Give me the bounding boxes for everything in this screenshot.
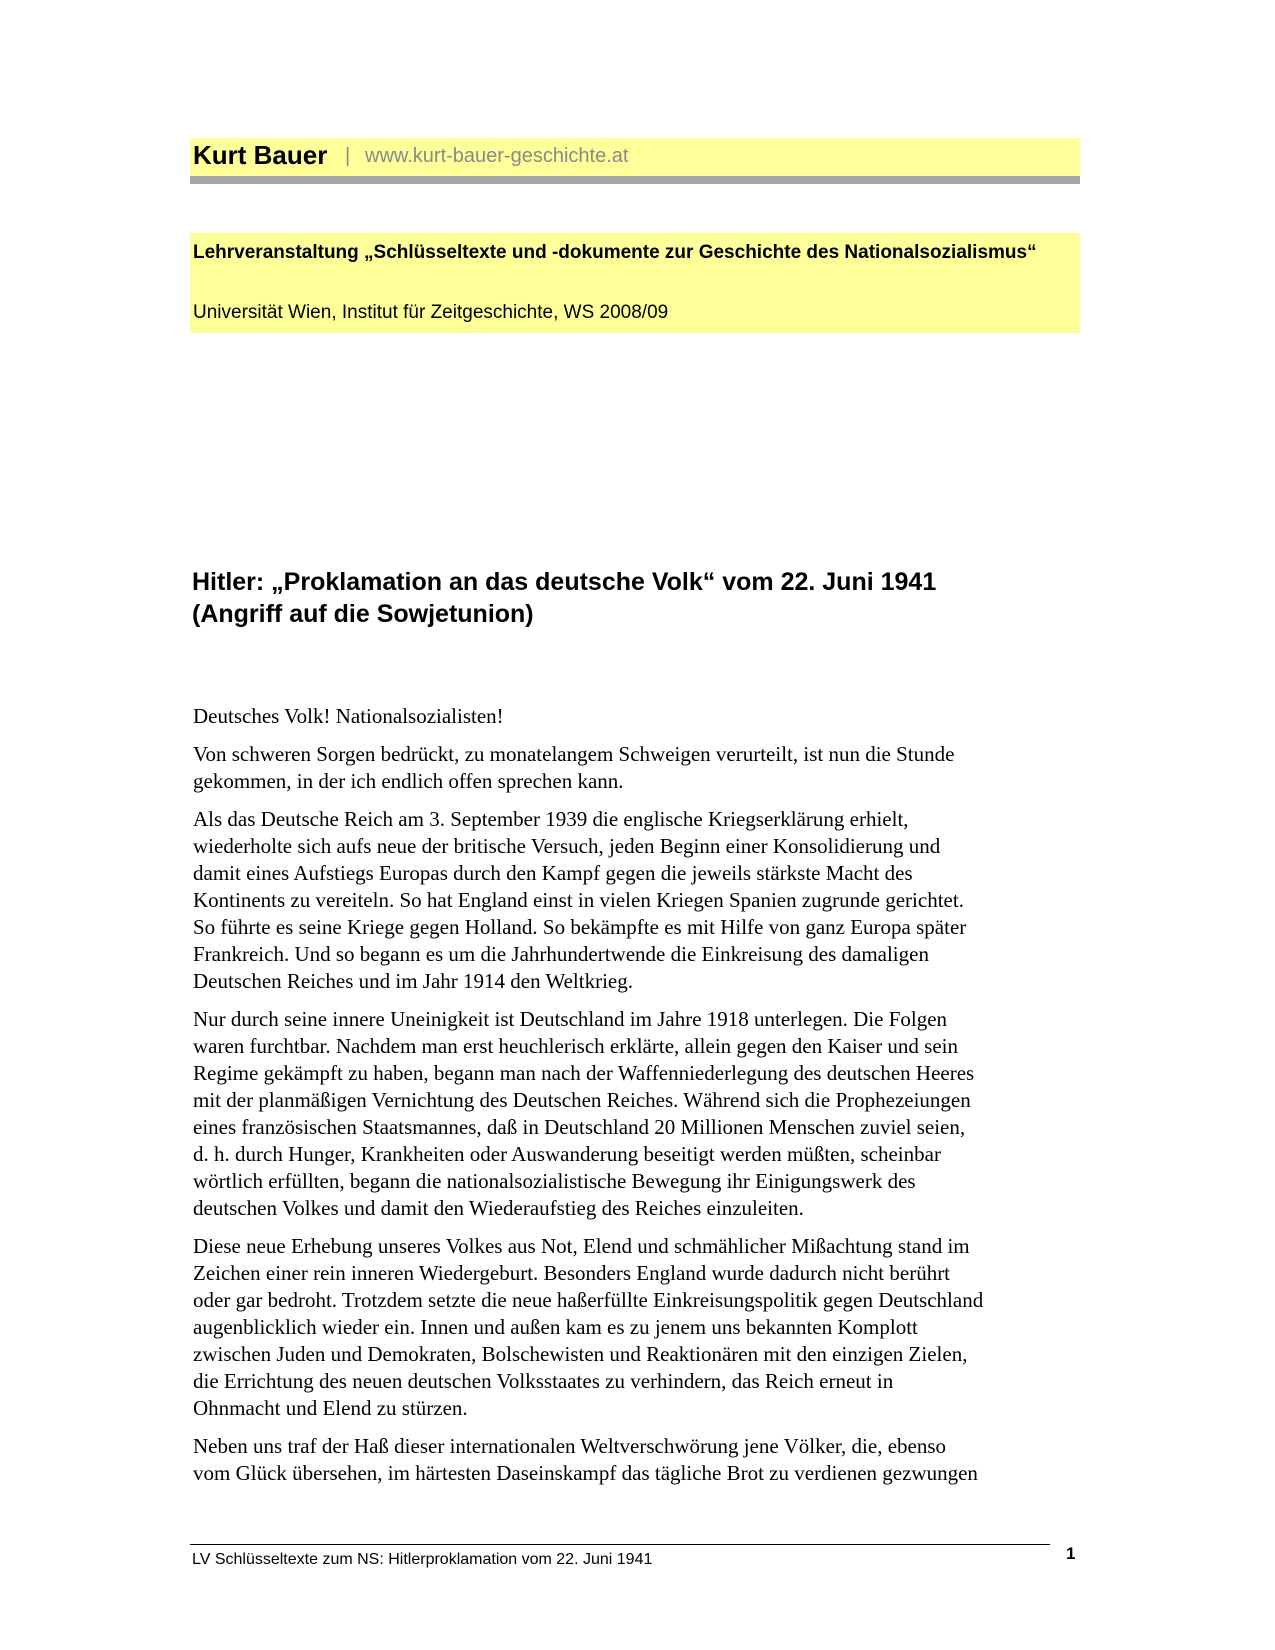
paragraph-line: Regime gekämpft zu haben, begann man nach der Waffenniederlegung des deutschen Heeres — [193, 1061, 975, 1085]
header-separator: | — [345, 145, 351, 167]
paragraph-line: d. h. durch Hunger, Krankheiten oder Auswanderung beseitigt werden müßten, scheinbar — [193, 1142, 941, 1166]
paragraph-line: Deutschen Reiches und im Jahr 1914 den Weltkrieg. — [193, 969, 633, 993]
paragraph-line: Frankreich. Und so begann es um die Jahrhundertwende die Einkreisung des damaligen — [193, 942, 929, 966]
paragraph-line: wörtlich erfüllten, begann die nationalsozialistische Bewegung ihr Einigungswerk des — [193, 1169, 916, 1193]
paragraph — [193, 1233, 1083, 1422]
paragraph-line: Als das Deutsche Reich am 3. September 1939 die englische Kriegserklärung erhielt, — [193, 807, 909, 831]
paragraph-line: oder gar bedroht. Trotzdem setzte die neue haßerfüllte Einkreisungspolitik gegen Deutschland — [193, 1288, 984, 1312]
paragraph-line: mit der planmäßigen Vernichtung des Deutschen Reiches. Während sich die Prophezeiungen — [193, 1088, 971, 1112]
paragraph — [193, 1433, 1083, 1487]
paragraph-line: Zeichen einer rein inneren Wiedergeburt. Besonders England wurde dadurch nicht berührt — [193, 1261, 951, 1285]
paragraph-line: eines französischen Staatsmannes, daß in Deutschland 20 Millionen Menschen zuviel seien, — [193, 1115, 966, 1139]
footer-divider — [190, 1544, 1050, 1545]
paragraph — [193, 703, 1083, 730]
paragraph-line: Neben uns traf der Haß dieser internationalen Weltverschwörung jene Völker, die, ebenso — [193, 1434, 947, 1458]
paragraph-line: waren furchtbar. Nachdem man erst heuchlerisch erklärte, allein gegen den Kaiser und sein — [193, 1034, 959, 1058]
website-link[interactable]: www.kurt-bauer-geschichte.at — [365, 145, 629, 167]
paragraph-line: Deutsches Volk! Nationalsozialisten! — [193, 704, 504, 728]
document-title-line-2: (Angriff auf die Sowjetunion) — [192, 600, 534, 628]
paragraph — [193, 806, 1083, 995]
header-divider — [190, 176, 1080, 184]
paragraph-line: Ohnmacht und Elend zu stürzen. — [193, 1396, 468, 1420]
document-title — [192, 566, 1072, 630]
paragraph-line: wiederholte sich aufs neue der britische Versuch, jeden Beginn einer Konsolidierung und — [193, 834, 941, 858]
body-text — [193, 703, 1083, 1498]
author-name: Kurt Bauer — [193, 140, 328, 170]
paragraph-line: Kontinents zu vereiteln. So hat England einst in vielen Kriegen Spanien zugrunde gerichtet. — [193, 888, 964, 912]
page-number: 1 — [1066, 1544, 1076, 1563]
paragraph — [193, 1006, 1083, 1222]
footer-text: LV Schlüsseltexte zum NS: Hitlerproklamation vom 22. Juni 1941 — [192, 1551, 653, 1568]
paragraph — [193, 741, 1083, 795]
paragraph-line: vom Glück übersehen, im härtesten Daseinskampf das tägliche Brot zu verdienen gezwungen — [193, 1461, 978, 1485]
paragraph-line: damit eines Aufstiegs Europas durch den Kampf gegen die jeweils stärkste Macht des — [193, 861, 913, 885]
course-info-box — [190, 233, 1080, 333]
paragraph-line: deutschen Volkes und damit den Wiederaufstieg des Reiches einzuleiten. — [193, 1196, 804, 1220]
course-subtitle: Universität Wien, Institut für Zeitgeschichte, WS 2008/09 — [193, 302, 669, 323]
course-title: Lehrveranstaltung „Schlüsseltexte und -dokumente zur Geschichte des Nationalsozialismus“ — [193, 242, 1037, 263]
paragraph-line: Nur durch seine innere Uneinigkeit ist Deutschland im Jahre 1918 unterlegen. Die Folgen — [193, 1007, 948, 1031]
paragraph-line: Von schweren Sorgen bedrückt, zu monatelangem Schweigen verurteilt, ist nun die Stunde — [193, 742, 955, 766]
paragraph-line: augenblicklich wieder ein. Innen und außen kam es zu jenem uns bekannten Komplott — [193, 1315, 918, 1339]
header-band — [190, 138, 1080, 176]
paragraph-line: So führte es seine Kriege gegen Holland. So bekämpfte es mit Hilfe von ganz Europa später — [193, 915, 967, 939]
paragraph-line: gekommen, in der ich endlich offen sprechen kann. — [193, 769, 624, 793]
document-title-line-1: Hitler: „Proklamation an das deutsche Volk“ vom 22. Juni 1941 — [192, 568, 937, 596]
paragraph-line: zwischen Juden und Demokraten, Bolschewisten und Reaktionären mit den einzigen Zielen, — [193, 1342, 968, 1366]
paragraph-line: Diese neue Erhebung unseres Volkes aus Not, Elend und schmählicher Mißachtung stand im — [193, 1234, 970, 1258]
paragraph-line: die Errichtung des neuen deutschen Volksstaates zu verhindern, das Reich erneut in — [193, 1369, 894, 1393]
